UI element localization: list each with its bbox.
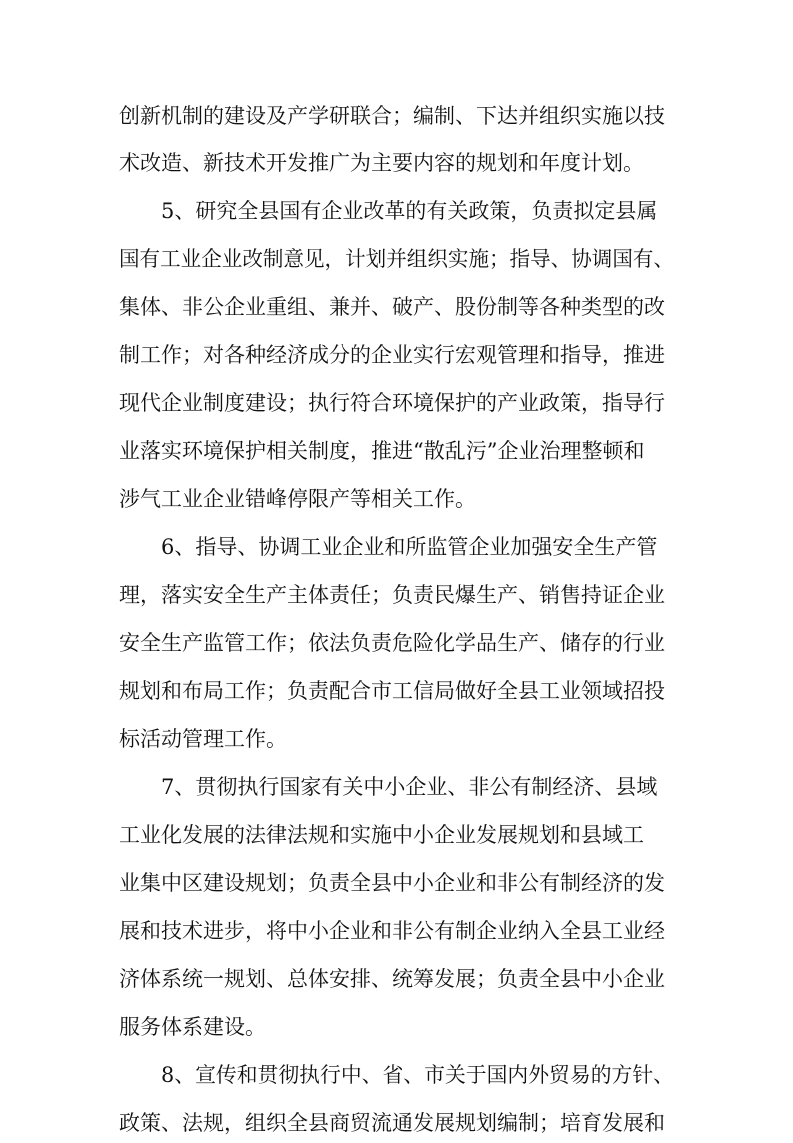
text-line bbox=[0, 623, 793, 663]
text-line bbox=[0, 287, 793, 327]
line-text: 工业化发展的法律法规和实施中小企业发展规划和县域工 bbox=[119, 823, 644, 847]
text-line bbox=[0, 863, 793, 903]
line-text: 制工作；对各种经济成分的企业实行宏观管理和指导，推进 bbox=[119, 343, 665, 367]
text-line bbox=[0, 383, 793, 423]
line-text: 6、指导、协调工业企业和所监管企业加强安全生产管 bbox=[161, 535, 658, 559]
text-line bbox=[0, 1103, 793, 1143]
text-line bbox=[0, 96, 793, 136]
text-line bbox=[0, 431, 793, 471]
line-text: 政策、法规，组织全县商贸流通发展规划编制；培育发展和 bbox=[119, 1111, 665, 1135]
paragraph-start-line bbox=[0, 527, 793, 567]
paragraph-start-line bbox=[0, 767, 793, 807]
text-line bbox=[0, 143, 793, 183]
text-line bbox=[0, 239, 793, 279]
line-text: 业落实环境保护相关制度，推进“散乱污”企业治理整顿和 bbox=[119, 439, 645, 463]
line-text: 7、贯彻执行国家有关中小企业、非公有制经济、县域 bbox=[161, 775, 658, 799]
text-line bbox=[0, 575, 793, 615]
line-text: 业集中区建设规划；负责全县中小企业和非公有制经济的发 bbox=[119, 871, 665, 895]
line-text: 集体、非公企业重组、兼并、破产、股份制等各种类型的改 bbox=[119, 295, 665, 319]
line-text: 涉气工业企业错峰停限产等相关工作。 bbox=[119, 487, 476, 511]
line-text: 济体系统一规划、总体安排、统筹发展；负责全县中小企业 bbox=[119, 967, 665, 991]
line-text: 理，落实安全生产主体责任；负责民爆生产、销售持证企业 bbox=[119, 583, 665, 607]
line-text: 8、宣传和贯彻执行中、省、市关于国内外贸易的方针、 bbox=[161, 1063, 674, 1087]
paragraph-start-line bbox=[0, 1055, 793, 1095]
line-text: 术改造、新技术开发推广为主要内容的规划和年度计划。 bbox=[119, 151, 644, 175]
text-line bbox=[0, 335, 793, 375]
paragraph-start-line bbox=[0, 191, 793, 231]
text-line bbox=[0, 479, 793, 519]
text-line bbox=[0, 671, 793, 711]
line-text: 规划和布局工作；负责配合市工信局做好全县工业领域招投 bbox=[119, 679, 665, 703]
text-line bbox=[0, 719, 793, 759]
line-text: 现代企业制度建设；执行符合环境保护的产业政策，指导行 bbox=[119, 391, 665, 415]
text-line bbox=[0, 959, 793, 999]
line-text: 展和技术进步，将中小企业和非公有制企业纳入全县工业经 bbox=[119, 919, 665, 943]
line-text: 国有工业企业改制意见，计划并组织实施；指导、协调国有、 bbox=[119, 247, 674, 271]
line-text: 5、研究全县国有企业改革的有关政策，负责拟定县属 bbox=[161, 199, 658, 223]
text-line bbox=[0, 911, 793, 951]
text-line bbox=[0, 1007, 793, 1047]
text-line bbox=[0, 815, 793, 855]
line-text: 创新机制的建设及产学研联合；编制、下达并组织实施以技 bbox=[119, 104, 665, 128]
line-text: 服务体系建设。 bbox=[119, 1015, 266, 1039]
line-text: 标活动管理工作。 bbox=[119, 727, 287, 751]
line-text: 安全生产监管工作；依法负责危险化学品生产、储存的行业 bbox=[119, 631, 665, 655]
